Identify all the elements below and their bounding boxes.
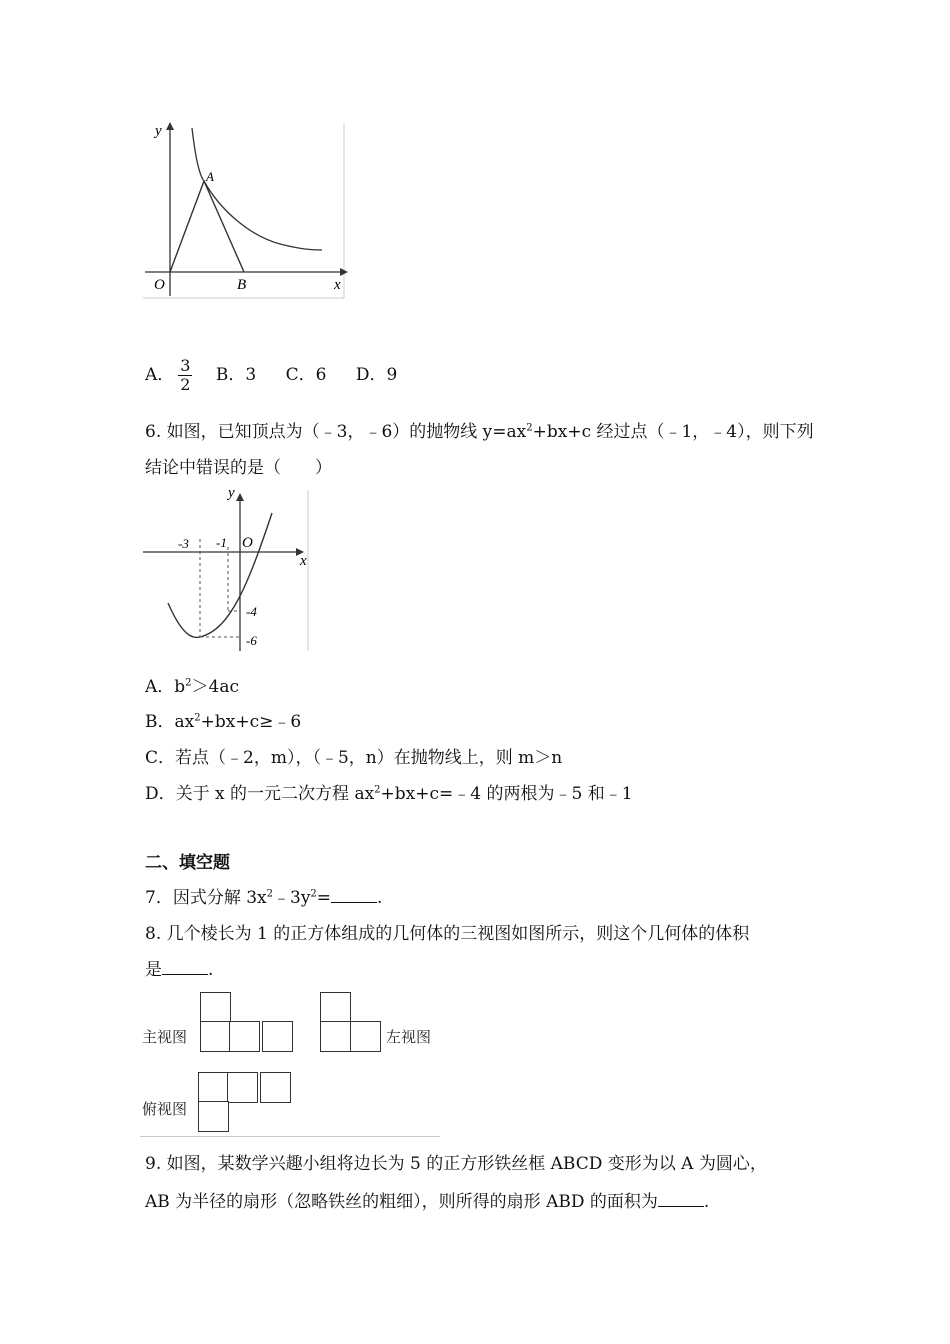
q6-option-d: D．关于 x 的一元二次方程 $ax^2+bx+c=﹣4$ 的两根为﹣5 和﹣1 (145, 784, 633, 804)
top-view-cell (198, 1072, 229, 1103)
tick-neg4: -4 (246, 604, 257, 619)
label-origin: O (242, 535, 253, 551)
q6-stem-line1: 6. 如图，已知顶点为（﹣3，﹣6）的抛物线 $y=ax^2+bx+c$ 经过点（﹣1，﹣4），则下列 (145, 422, 814, 442)
tick-neg1: -1 (216, 535, 227, 550)
left-view-cell (320, 992, 351, 1023)
label-top-view: 俯视图 (142, 1100, 188, 1118)
fraction: $\frac{3}{2}$ (180, 356, 191, 394)
q5-option-c: C．6 (285, 365, 327, 385)
left-view-cell (320, 1021, 351, 1052)
label-x: x (334, 277, 341, 293)
segment-oa (170, 181, 204, 272)
front-view-cell (200, 992, 231, 1023)
label-a: A (206, 169, 214, 184)
section-title: 二、填空题 (145, 853, 230, 873)
q5-option-b: B．3 (215, 365, 257, 385)
segment-ab (204, 181, 244, 272)
label-x: x (300, 553, 307, 569)
label-left-view: 左视图 (386, 1028, 432, 1046)
q8-stem-line1: 8. 几个棱长为 1 的正方体组成的几何体的三视图如图所示，则这个几何体的体积 (145, 924, 750, 944)
label-front-view: 主视图 (142, 1028, 188, 1046)
tick-neg6: -6 (246, 633, 257, 648)
top-view-cell (198, 1101, 229, 1132)
answer-blank (658, 1190, 704, 1207)
label-y: y (155, 123, 162, 139)
q5-option-a: A． $\frac{3}{2}$ (145, 356, 191, 394)
figure-parabola (140, 485, 315, 655)
front-view-cell (200, 1021, 231, 1052)
q6-option-b: B．$ax^2+bx+c\ge﹣6$ (145, 712, 302, 732)
q9-stem-line2: AB 为半径的扇形（忽略铁丝的粗细），则所得的扇形 ABD 的面积为 . (145, 1192, 710, 1212)
answer-blank (162, 958, 208, 975)
q7: 7．因式分解 $3x^2﹣3y^2=$ . (145, 888, 383, 908)
q6-option-a: A．$b^2>4ac$ (145, 677, 240, 697)
q9-stem-line1: 9. 如图，某数学兴趣小组将边长为 5 的正方形铁丝框 ABCD 变形为以 A 为圆心， (145, 1154, 767, 1174)
q8-stem-line2: 是 . (145, 960, 214, 980)
left-view-cell (350, 1021, 381, 1052)
label-b: B (237, 277, 247, 293)
top-view-cell (227, 1072, 258, 1103)
q6-option-c: C．若点（﹣2，m），（﹣5，n）在抛物线上，则 m＞n (145, 748, 563, 768)
front-view-cell (229, 1021, 260, 1052)
hyperbola-curve (192, 128, 322, 250)
q6-stem-line2: 结论中错误的是（ ） (145, 458, 332, 478)
answer-blank (331, 886, 377, 903)
three-views-figure (140, 988, 440, 1137)
label-origin: O (154, 277, 165, 293)
label-y: y (228, 485, 235, 501)
q5-option-d: D．9 (355, 365, 398, 385)
front-view-cell (262, 1021, 293, 1052)
q5-options (145, 355, 397, 395)
top-view-cell (260, 1072, 291, 1103)
figure-inverse-function (140, 118, 350, 303)
tick-neg3: -3 (178, 536, 189, 551)
